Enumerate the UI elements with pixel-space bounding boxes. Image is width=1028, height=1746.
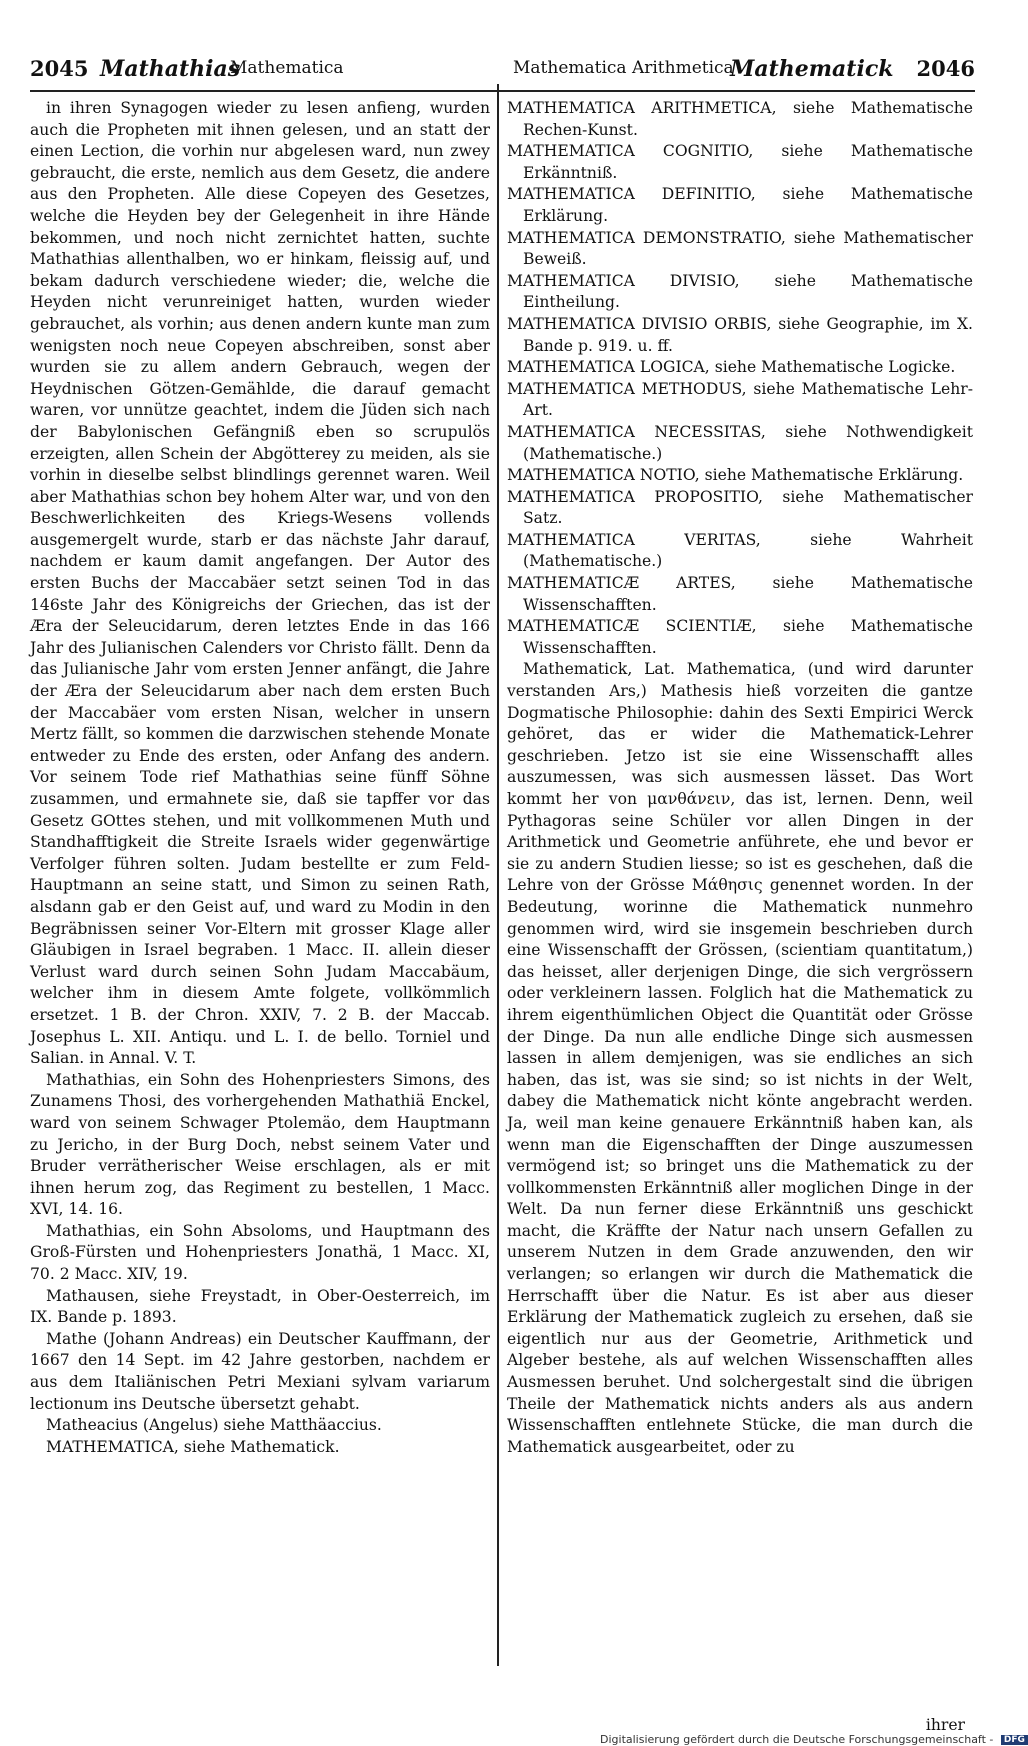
- entry-mathausen: Mathausen, siehe Freystadt, in Ober-Oesterreich, im IX. Bande p. 1893.: [30, 1286, 490, 1327]
- left-running-term: Mathematica: [230, 58, 344, 78]
- entry-mathematica: MATHEMATICA, siehe Mathematick.: [46, 1437, 340, 1456]
- dfg-logo: DFG: [1001, 1735, 1028, 1745]
- column-divider: [497, 84, 499, 1666]
- right-running-term: Mathematica Arithmetica: [513, 58, 734, 78]
- digitization-footer: [600, 1733, 1025, 1746]
- left-column: [30, 98, 490, 1458]
- lemma-methodus: MATHEMATICA METHODUS, siehe Mathematische Lehr-Art.: [507, 379, 973, 420]
- lemma-cognitio: MATHEMATICA COGNITIO, siehe Mathematische Erkänntniß.: [507, 142, 973, 182]
- entry-mathathias-son-of-simon: Mathathias, ein Sohn des Hohenpriesters Simons, des Zunamens Thosi, des vorhergehenden Mathathiä Enckel, ward von seinem Schwager Ptolemäo, dem Hauptmann zu Jericho, in der Burg Doch, nebst seinem Vater und Bruder verrätherischer Weise erschlagen, als er mit ihnen herum zog, das Regiment zu bestellen, 1 Macc. XVI, 14. 16.: [30, 1070, 490, 1219]
- lemma-definitio: MATHEMATICA DEFINITIO, siehe Mathematische Erklärung.: [507, 185, 973, 225]
- right-column: [507, 98, 973, 1458]
- lemma-arithmetica: MATHEMATICA ARITHMETICA, siehe Mathematische Rechen-Kunst.: [507, 99, 973, 139]
- lemma-logica: MATHEMATICA LOGICA, siehe Mathematische Logicke.: [507, 358, 956, 377]
- left-running-keyword: Mathathias: [100, 56, 241, 82]
- entry-mathathias-son-of-absolom: Mathathias, ein Sohn Absoloms, und Hauptmann des Groß-Fürsten und Hohenpriesters Jonathä, 1 Macc. XI, 70. 2 Macc. XIV, 19.: [30, 1221, 490, 1284]
- header-rule: [30, 90, 975, 92]
- right-page-number: 2046: [916, 56, 975, 81]
- catchword: ihrer: [925, 1716, 965, 1734]
- lemma-demonstratio: MATHEMATICA DEMONSTRATIO, siehe Mathematischer Beweiß.: [507, 228, 973, 269]
- lemma-divisio: MATHEMATICA DIVISIO, siehe Mathematische Eintheilung.: [507, 271, 973, 312]
- entry-mathematick: Mathematick, Lat. Mathematica, (und wird darunter verstanden Ars,) Mathesis hieß vorzeiten die gantze Dogmatische Philosophie: dahin des Sexti Empirici Werck gehöret, das er wider die Mathematick-Lehrer geschrieben. Jetzo ist sie eine Wissenschafft alles auszumessen, was sich ausmessen lässet. Das Wort kommt her von μανθάνειν, das ist, lernen. Denn, weil Pythagoras seine Schüler vor allen Dingen in der Arithmetick und Geometrie anführete, ehe und bevor er sie zu andern Studien liesse; so ist es geschehen, daß die Lehre von der Grösse Μάθησις genennet worden. In der Bedeutung, worinne die Mathematick nunmehro genommen wird, wird sie insgemein beschrieben durch eine Wissenschafft der Grössen, (scientiam quantitatum,) das heisset, aller derjenigen Dinge, die sich vergrössern oder verkleinern lassen. Folglich hat die Mathematick zu ihrem eigenthümlichen Object die Quantität oder Grösse der Dinge. Da nun alle endliche Dinge sich ausmessen lassen in allem demjenigen, was sie endliches an sich haben, das ist, was sie sind; so ist nichts in der Welt, dabey die Mathematick nicht könte angebracht werden. Ja, weil man keine genauere Erkänntniß haben kan, als wenn man die Eigenschafften der Dinge auszumessen vermögend ist; so bringet uns die Mathematick zu der vollkommensten Erkänntniß aller moglichen Dinge in der Welt. Da nun ferner diese Erkänntniß uns geschickt macht, die Kräffte der Natur nach unsern Gefallen zu unserem Nutzen in dem Grade anzuwenden, den wir verlangen; so erlangen wir durch die Mathematick die Herrschafft über die Natur. Es ist aber aus dieser Erklärung der Mathematick zugleich zu ersehen, daß sie eigentlich nur aus der Geometrie, Arithmetick und Algeber bestehe, als auf welchen Wissenschafften alles Ausmessen beruhet. Und solchergestalt sind die übrigen Theile der Mathematick nichts anders als aus andern Wissenschafften entlehnete Stücke, die man durch die Mathematick ausgearbeitet, oder zu: [507, 660, 973, 1456]
- footer-credit: Digitalisierung gefördert durch die Deutsche Forschungsgemeinschaft -: [600, 1733, 994, 1746]
- entry-matheacius: Matheacius (Angelus) siehe Matthäaccius.: [46, 1416, 382, 1435]
- page-header: [30, 56, 975, 86]
- right-running-keyword: Mathematick: [730, 56, 894, 82]
- lemma-propositio: MATHEMATICA PROPOSITIO, siehe Mathematischer Satz.: [507, 487, 973, 528]
- lemma-notio: MATHEMATICA NOTIO, siehe Mathematische Erklärung.: [507, 466, 964, 485]
- left-page-number: 2045: [30, 56, 89, 81]
- entry-mathathias-continued: in ihren Synagogen wieder zu lesen anfieng, wurden auch die Propheten mit ihnen gelesen, und an statt der einen Lection, die vorhin nur abgelesen ward, nun zwey gebraucht, die erste, nemlich aus dem Gesetz, die andere aus den Propheten. Alle diese Copeyen des Gesetzes, welche die Heyden bey der Gelegenheit in ihre Hände bekommen, und noch nicht zernichtet hatten, suchte Mathathias allenthalben, wo er hinkam, fleissig auf, und bekam dadurch verschiedene wieder; die, welche die Heyden nicht verunreiniget hatten, wurden wieder gebrauchet, als vorhin; aus denen andern kunte man zum wenigsten noch neue Copeyen abschreiben, sonst aber wurden sie zu allem andern Gebrauch, wegen der Heydnischen Götzen-Gemählde, die darauf gemacht waren, vor unnütze geachtet, indem die Jüden sich nach der Babylonischen Gefängniß eben so scrupulös erzeigten, allen Schein der Abgötterey zu meiden, als sie vorhin in dieselbe selbst blindlings gerennet waren. Weil aber Mathathias schon bey hohem Alter war, und von den Beschwerlichkeiten des Kriegs-Wesens vollends ausgemergelt wurde, starb er das nächste Jahr darauf, nachdem er kaum damit angefangen. Der Autor des ersten Buchs der Maccabäer setzt seinen Tod in das 146ste Jahr des Königreichs der Griechen, das ist der Æra der Seleucidarum, deren letztes Ende in das 166 Jahr des Julianischen Calenders vor Christo fällt. Denn da das Julianische Jahr vom ersten Jenner anfängt, die Jahre der Æra der Seleucidarum aber nach dem ersten Buch der Maccabäer vom ersten Nisan, welcher in unsern Mertz fällt, so kommen die darzwischen stehende Monate entweder zu Ende des ersten, oder Anfang des andern. Vor seinem Tode rief Mathathias seine fünff Söhne zusammen, und ermahnete sie, daß sie tapffer vor das Gesetz GOttes stehen, und mit vollkommenen Muth und Standhafftigkeit die Streite Israels wider gegenwärtige Verfolger führen solten. Judam bestellte er zum Feld-Hauptmann an seine statt, und Simon zu seinen Rath, alsdann gab er den Geist auf, und ward zu Modin in den Begräbnissen seiner Vor-Eltern mit grosser Klage aller Gläubigen in Israel begraben. 1 Macc. II. allein dieser Verlust ward durch seinen Sohn Judam Maccabäum, welcher ihm in diesem Amte folgete, vollkömmlich ersetzet. 1 B. der Chron. XXIV, 7. 2 B. der Maccab. Josephus L. XII. Antiqu. und L. I. de bello. Torniel und Salian. in Annal. V. T.: [30, 99, 490, 1068]
- lemma-necessitas: MATHEMATICA NECESSITAS, siehe Nothwendigkeit (Mathematische.): [507, 422, 973, 463]
- lemma-veritas: MATHEMATICA VERITAS, siehe Wahrheit (Mathematische.): [507, 530, 973, 571]
- lemma-scientiae: MATHEMATICÆ SCIENTIÆ, siehe Mathematische Wissenschafften.: [507, 617, 973, 657]
- lemma-artes: MATHEMATICÆ ARTES, siehe Mathematische Wissenschafften.: [507, 574, 973, 614]
- lemma-divisio-orbis: MATHEMATICA DIVISIO ORBIS, siehe Geographie, im X. Bande p. 919. u. ff.: [507, 314, 973, 355]
- entry-mathe: Mathe (Johann Andreas) ein Deutscher Kauffmann, der 1667 den 14 Sept. im 42 Jahre gestorben, nachdem er aus dem Italiänischen Petri Mexiani sylvam variarum lectionum ins Deutsche übersetzt gehabt.: [30, 1329, 490, 1413]
